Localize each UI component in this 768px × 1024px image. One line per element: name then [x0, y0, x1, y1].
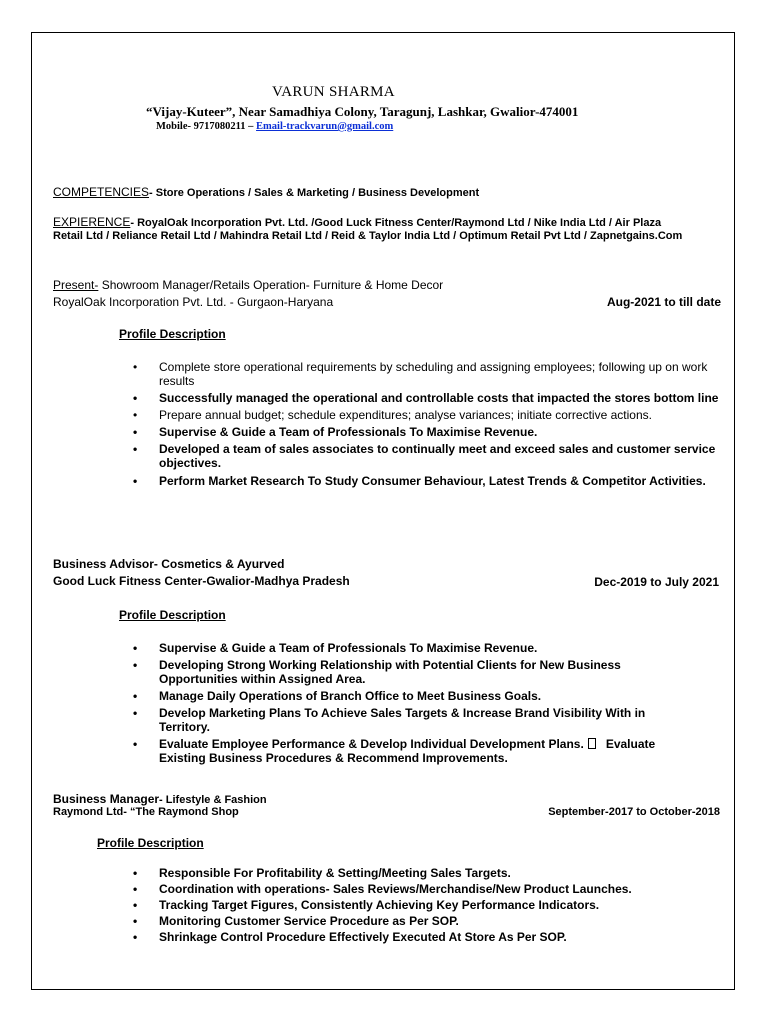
- experience-section: [53, 213, 661, 231]
- experience-label: EXPIERENCE: [53, 215, 131, 229]
- job-title-2: Business Advisor- Cosmetics & Ayurved: [53, 557, 285, 571]
- job-dates-3: September-2017 to October-2018: [548, 806, 720, 818]
- list-item: • Evaluate Employee Performance & Develop Individual Development Plans. Evaluate Existing Business Procedures & Recommend Improvements.: [133, 737, 656, 765]
- list-item: • Developing Strong Working Relationship with Potential Clients for New Business Opportunities within Assigned Area.: [133, 658, 621, 686]
- present-title: Showroom Manager/Retails Operation- Furniture & Home Decor: [98, 278, 444, 292]
- profile-heading-2: Profile Description: [119, 608, 226, 622]
- mobile-number: Mobile- 9717080211 –: [156, 121, 257, 132]
- profile-heading-3: Profile Description: [97, 836, 204, 850]
- list-item: • Responsible For Profitability & Setting/Meeting Sales Targets.: [133, 866, 511, 880]
- list-item: • Tracking Target Figures, Consistently Achieving Key Performance Indicators.: [133, 898, 600, 912]
- job-company-1: RoyalOak Incorporation Pvt. Ltd. - Gurgaon-Haryana: [53, 295, 334, 309]
- list-item: • Supervise & Guide a Team of Professionals To Maximise Revenue.: [133, 425, 538, 439]
- competencies-section: [53, 183, 479, 201]
- list-item: • Supervise & Guide a Team of Professionals To Maximise Revenue.: [133, 641, 538, 655]
- job-dates-2: Dec-2019 to July 2021: [594, 575, 719, 589]
- list-item: • Develop Marketing Plans To Achieve Sales Targets & Increase Brand Visibility With in Territory.: [133, 706, 646, 734]
- contact-line: [156, 121, 393, 132]
- missing-glyph-box: [588, 738, 596, 749]
- candidate-name: VARUN SHARMA: [272, 84, 395, 100]
- list-item: • Perform Market Research To Study Consumer Behaviour, Latest Trends & Competitor Activities.: [133, 474, 706, 488]
- job-company-3: Raymond Ltd- “The Raymond Shop: [53, 806, 239, 818]
- job-2-bullets: [133, 641, 693, 768]
- list-item: • Shrinkage Control Procedure Effectively Executed At Store As Per SOP.: [133, 930, 567, 944]
- job-1-bullets: [133, 360, 723, 493]
- job-title-present: [53, 278, 443, 292]
- list-item: • Developed a team of sales associates to continually meet and exceed sales and customer service objectives.: [133, 442, 716, 470]
- job-dates-1: Aug-2021 to till date: [606, 295, 721, 309]
- address-line: “Vijay-Kuteer”, Near Samadhiya Colony, Taragunj, Lashkar, Gwalior-474001: [146, 104, 579, 119]
- job-title-3: Business Manager- Lifestyle & Fashion: [53, 792, 267, 806]
- profile-heading-1: Profile Description: [119, 327, 226, 341]
- email-link[interactable]: Email-trackvarun@gmail.com: [256, 121, 394, 132]
- competencies-text: - Store Operations / Sales & Marketing / Business Development: [149, 187, 480, 199]
- competencies-label: COMPETENCIES: [53, 185, 150, 199]
- list-item: • Coordination with operations- Sales Reviews/Merchandise/New Product Launches.: [133, 882, 632, 896]
- list-item: • Successfully managed the operational and controllable costs that impacted the stores bottom line: [133, 391, 719, 405]
- list-item: • Complete store operational requirements by scheduling and assigning employees; following up on work results: [133, 360, 708, 388]
- list-item: • Prepare annual budget; schedule expenditures; analyse variances; initiate corrective actions.: [133, 408, 652, 422]
- list-item: • Monitoring Customer Service Procedure as Per SOP.: [133, 914, 459, 928]
- list-item: • Manage Daily Operations of Branch Office to Meet Business Goals.: [133, 689, 542, 703]
- experience-line-2: Retail Ltd / Reliance Retail Ltd / Mahindra Retail Ltd / Reid & Taylor India Ltd / Optimum Retail Pvt Ltd / Zapnetgains.Com: [53, 230, 683, 242]
- present-label: Present-: [53, 278, 99, 292]
- experience-line-1: - RoyalOak Incorporation Pvt. Ltd. /Good Luck Fitness Center/Raymond Ltd / Nike India Ltd / Air Plaza: [130, 217, 662, 229]
- job-company-2: Good Luck Fitness Center-Gwalior-Madhya Pradesh: [53, 574, 350, 588]
- job-3-bullets: [133, 866, 723, 946]
